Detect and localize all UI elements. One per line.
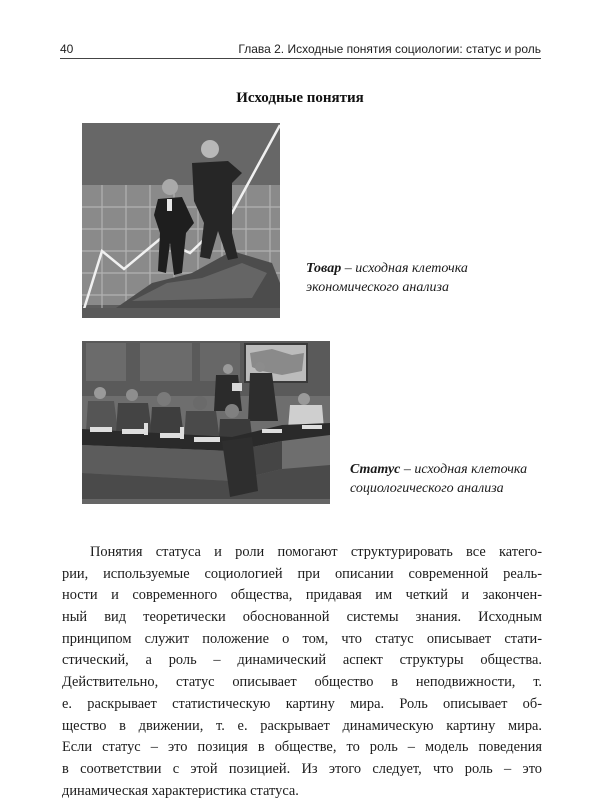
paragraph-line: Действительно, статус описывает общество в неподвижности, т. — [62, 674, 542, 691]
body-paragraph — [62, 542, 542, 802]
paragraph-line: щество в движении, т. е. раскрывает динамическую картину мира. — [62, 717, 542, 734]
paragraph-line: ности и современного общества, придавая им четкий и закончен- — [62, 587, 542, 604]
caption-term: Товар — [306, 261, 342, 276]
business-photo-illustration — [82, 123, 280, 318]
paragraph-line: Если статус – это позиция в обществе, то роль – модель поведения — [62, 739, 542, 756]
caption-text: – исходная клеточка — [341, 261, 468, 276]
section-title: Исходные понятия — [236, 90, 364, 106]
figure-caption-commodity — [306, 259, 468, 297]
paragraph-line: ный вид теоретически обоснованной системы знания. Исходным — [62, 609, 542, 626]
paragraph-line: стический, а роль – динамический аспект структуры общества. — [62, 652, 542, 669]
caption-term: Статус — [350, 462, 401, 477]
figure-caption-status — [350, 460, 527, 498]
running-head — [60, 42, 541, 59]
figure-classroom-photo — [82, 341, 330, 504]
paragraph-line: рии, используемые социологией при описании современной реаль- — [62, 565, 542, 582]
caption-text-line2: экономического анализа — [306, 280, 449, 295]
paragraph-line: динамическая характеристика статуса. — [62, 782, 299, 799]
caption-text-line2: социологического анализа — [350, 481, 504, 496]
page-number: 40 — [60, 42, 74, 56]
classroom-photo-illustration — [82, 341, 330, 504]
caption-text: – исходная клеточка — [400, 462, 528, 477]
paragraph-line: принципом служит положение о том, что статус описывает стати- — [62, 630, 542, 647]
paragraph-line: е. раскрывает статистическую картину мира. Роль описывает об- — [62, 695, 542, 712]
chapter-title: Глава 2. Исходные понятия социологии: статус и роль — [238, 42, 541, 56]
paragraph-line: в соответствии с этой позицией. Из этого следует, что роль – это — [62, 760, 542, 777]
paragraph-line: Понятия статуса и роли помогают структурировать все катего- — [90, 544, 542, 560]
figure-business-photo — [82, 123, 280, 318]
